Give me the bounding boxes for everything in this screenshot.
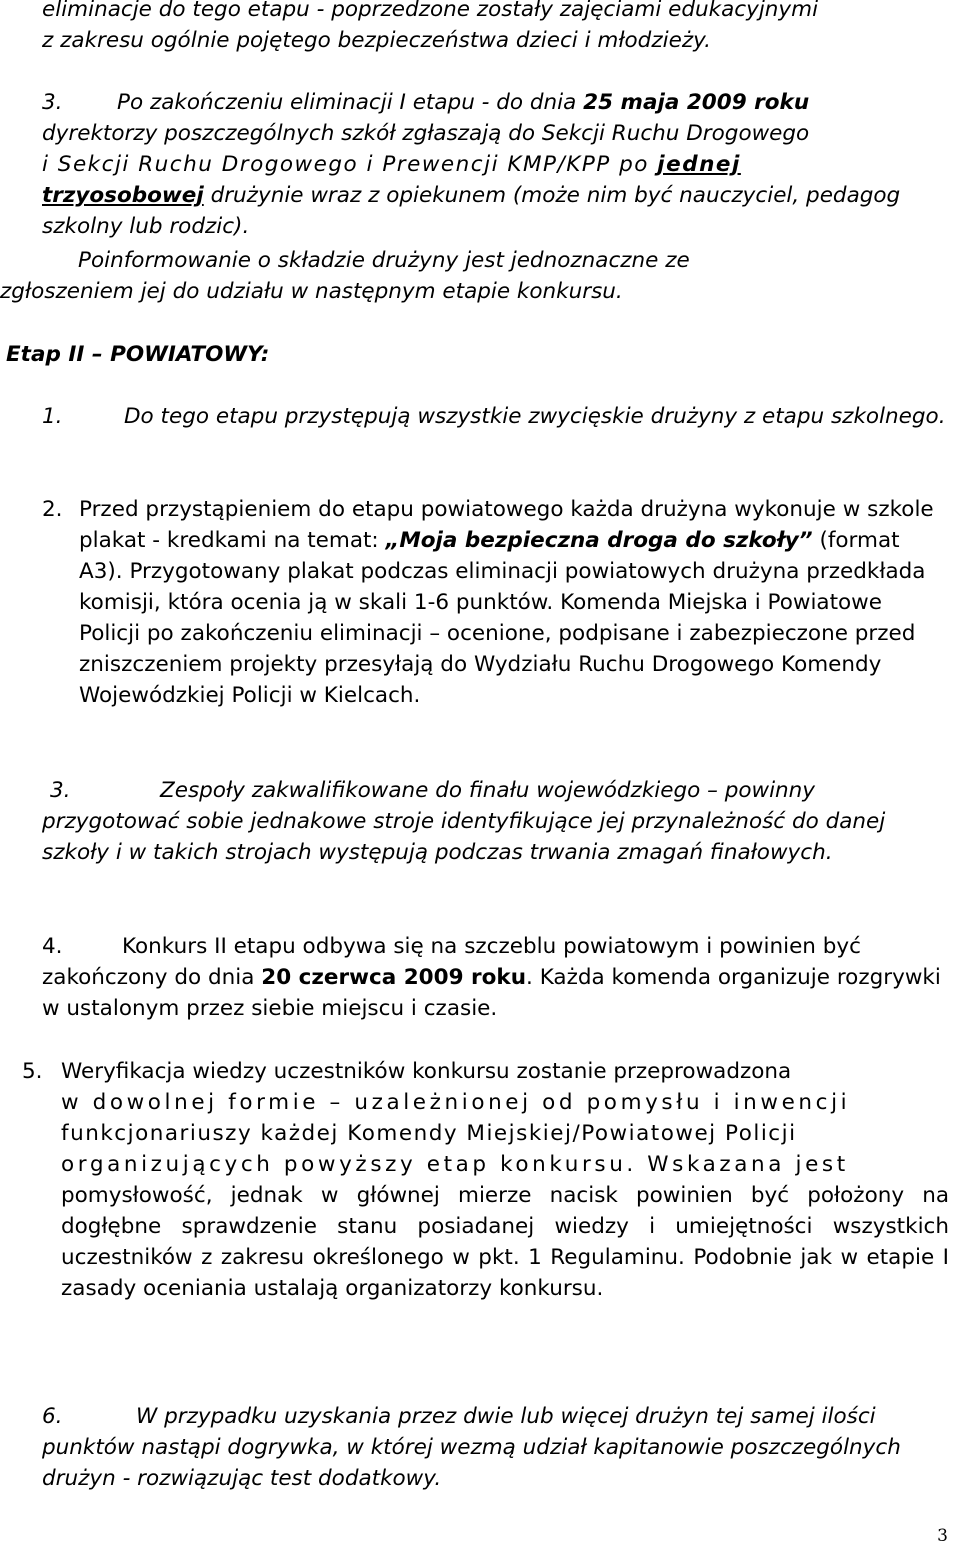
continued-paragraph [42,0,952,56]
point-text: i Sekcji Ruchu Drogowego i Prewencji KMP/KPP po [42,152,658,177]
point-text: dyrektorzy poszczególnych szkół zgłaszają do Sekcji Ruchu Drogowego [42,121,810,146]
page-number: 3 [937,1526,948,1546]
emphasis-trzyosobowej: trzyosobowej [42,183,204,208]
item-text: Zespoły zakwalifikowane do finału wojewódzkiego – powinny przygotować sobie jednakowe stroje identyfikujące jej przynależność do danej szkoły i w takich strojach występują podczas trwania zmagań finałowych. [42,778,886,865]
item-text: Weryfikacja wiedzy uczestników konkursu zostanie przeprowadzona [61,1059,792,1084]
list-item-4 [42,931,952,1024]
item-text: organizujących powyższy etap konkursu. Wskazana jest [61,1152,849,1177]
item-text: W przypadku uzyskania przez dwie lub więcej drużyn tej samej ilości punktów nastąpi dogrywka, w której wezmą udział kapitanowie poszczególnych drużyn - rozwiązując test dodatkowy. [42,1404,901,1491]
continued-line-2: z zakresu ogólnie pojętego bezpieczeństwa dzieci i młodzieży. [42,28,711,53]
item-text: funkcjonariuszy każdej Komendy Miejskiej/Powiatowej Policji [61,1121,797,1146]
list-number: 5. [22,1059,43,1084]
item-text: Do tego etapu przystępują wszystkie zwycięskie drużyny z etapu szkolnego. [124,404,946,429]
list-number: 6. [42,1404,63,1429]
list-item-1 [42,401,952,432]
item-text: w dowolnej formie – uzależnionej od pomysłu i inwencji [61,1090,851,1115]
emphasis-jednej: jednej [657,152,741,177]
registration-note: Poinformowanie o składzie drużyny jest jednoznaczne ze zgłoszeniem jej do udziału w następnym etapie konkursu. [0,248,690,304]
list-number: 2. [42,497,63,522]
list-number: 4. [42,934,63,959]
item-text: . Każda komenda organizuje rozgrywki w ustalonym przez siebie miejscu i czasie. [42,965,941,1021]
item-text: pomysłowość, jednak w głównej mierze nacisk powinien być położony na dogłębne sprawdzenie stanu posiadanej wiedzy i umiejętności wszystkich uczestników z zakresu określonego w pkt. 1 Regulaminu. Podobnie jak w etapie I zasady oceniania ustalają organizatorzy konkursu. [61,1183,949,1301]
list-number: 3. [50,778,71,803]
point-text: Po zakończeniu eliminacji I etapu - do dnia [117,90,584,115]
list-item-5 [61,1056,949,1304]
list-number: 3. [42,90,63,115]
section-heading: Etap II – POWIATOWY: [6,342,270,367]
item-text: (format A3). Przygotowany plakat podczas eliminacji powiatowych drużyna przedkłada komisji, która ocenia ją w skali 1-6 punktów. Komenda Miejska i Powiatowe Policji po zakończeniu eliminacji – ocenione, podpisane i zabezpieczone przed zniszczeniem projekty przesyłają do Wydziału Ruchu Drogowego Komendy Wojewódzkiej Policji w Kielcach. [79,528,926,708]
deadline-date: 25 maja 2009 roku [583,90,810,115]
list-item-2 [79,494,939,711]
list-item-3 [42,775,942,868]
item-text: Przed przystąpieniem do etapu powiatowego każda drużyna wykonuje w szkole plakat - kredkami na temat: [79,497,934,553]
etap1-point-3 [42,87,952,242]
continued-line-1: eliminacje do tego etapu - poprzedzone zostały zajęciami edukacyjnymi [42,0,819,22]
list-number: 1. [42,404,63,429]
deadline-date: 20 czerwca 2009 roku [261,965,527,990]
point-text: drużynie wraz z opiekunem (może nim być nauczyciel, pedagog szkolny lub rodzic). [42,183,901,239]
poster-theme: „Moja bezpieczna droga do szkoły” [385,528,813,553]
list-item-6 [42,1401,947,1494]
item-text: Konkurs II etapu odbywa się na szczeblu powiatowym i powinien być zakończony do dnia [42,934,861,990]
